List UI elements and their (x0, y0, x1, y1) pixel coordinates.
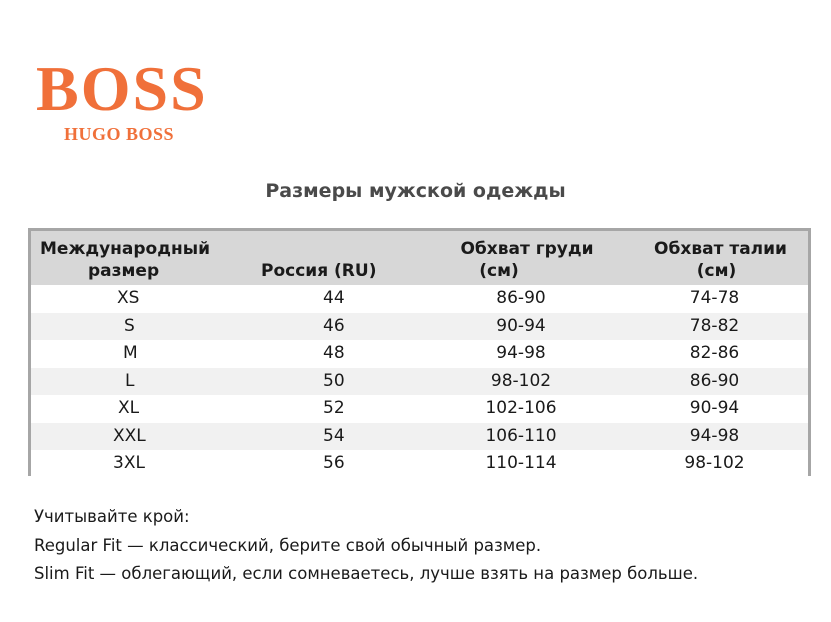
brand-logo (36, 53, 208, 144)
cell-russia-size: 44 (323, 288, 345, 309)
cell-international-size: 3XL (113, 453, 145, 474)
table-row (31, 313, 808, 341)
header-chest-girth: Обхват груди (см) (460, 239, 594, 281)
header-international-size: Международный размер (40, 239, 210, 281)
cell-russia-size: 56 (323, 453, 345, 474)
cell-international-size: XL (118, 398, 140, 419)
cell-international-size: M (123, 343, 138, 364)
logo-subtitle: HUGO BOSS (64, 124, 175, 144)
note-heading: Учитывайте крой: (34, 507, 190, 526)
page-title: Размеры мужской одежды (265, 180, 566, 202)
logo-wordmark: BOSS (36, 53, 208, 124)
header-waist-girth: Обхват талии (см) (654, 239, 787, 281)
cell-waist-girth: 82-86 (689, 343, 740, 364)
cell-russia-size: 52 (323, 398, 345, 419)
size-chart-table (28, 228, 811, 476)
cell-international-size: L (125, 370, 135, 391)
table-row (31, 285, 808, 313)
cell-international-size: XS (117, 288, 140, 309)
header-russia-size: Россия (RU) (261, 261, 377, 281)
cell-russia-size: 46 (323, 315, 345, 336)
note-slim-fit: Slim Fit — облегающий, если сомневаетесь, лучше взять на размер больше. (34, 564, 699, 583)
table-row (31, 340, 808, 368)
cell-chest-girth: 98-102 (490, 370, 552, 391)
cell-waist-girth: 90-94 (689, 398, 740, 419)
cell-chest-girth: 102-106 (485, 398, 557, 419)
table-row (31, 368, 808, 396)
table-row (31, 450, 808, 478)
note-regular-fit: Regular Fit — классический, берите свой обычный размер. (34, 535, 542, 555)
table-row (31, 423, 808, 451)
fit-notes (34, 503, 698, 589)
cell-waist-girth: 94-98 (689, 425, 740, 446)
cell-chest-girth: 106-110 (485, 425, 557, 446)
cell-chest-girth: 86-90 (496, 288, 546, 309)
cell-chest-girth: 90-94 (496, 315, 546, 336)
table-row (31, 395, 808, 423)
cell-waist-girth: 98-102 (684, 453, 745, 474)
cell-chest-girth: 110-114 (485, 453, 557, 474)
cell-international-size: S (124, 315, 135, 336)
cell-russia-size: 54 (323, 425, 345, 446)
cell-international-size: XXL (113, 425, 146, 446)
cell-waist-girth: 86-90 (689, 370, 740, 391)
cell-russia-size: 48 (323, 343, 345, 364)
cell-russia-size: 50 (323, 370, 345, 391)
table-header-row (31, 231, 808, 285)
cell-waist-girth: 74-78 (689, 288, 740, 309)
cell-waist-girth: 78-82 (689, 315, 740, 336)
cell-chest-girth: 94-98 (496, 343, 546, 364)
